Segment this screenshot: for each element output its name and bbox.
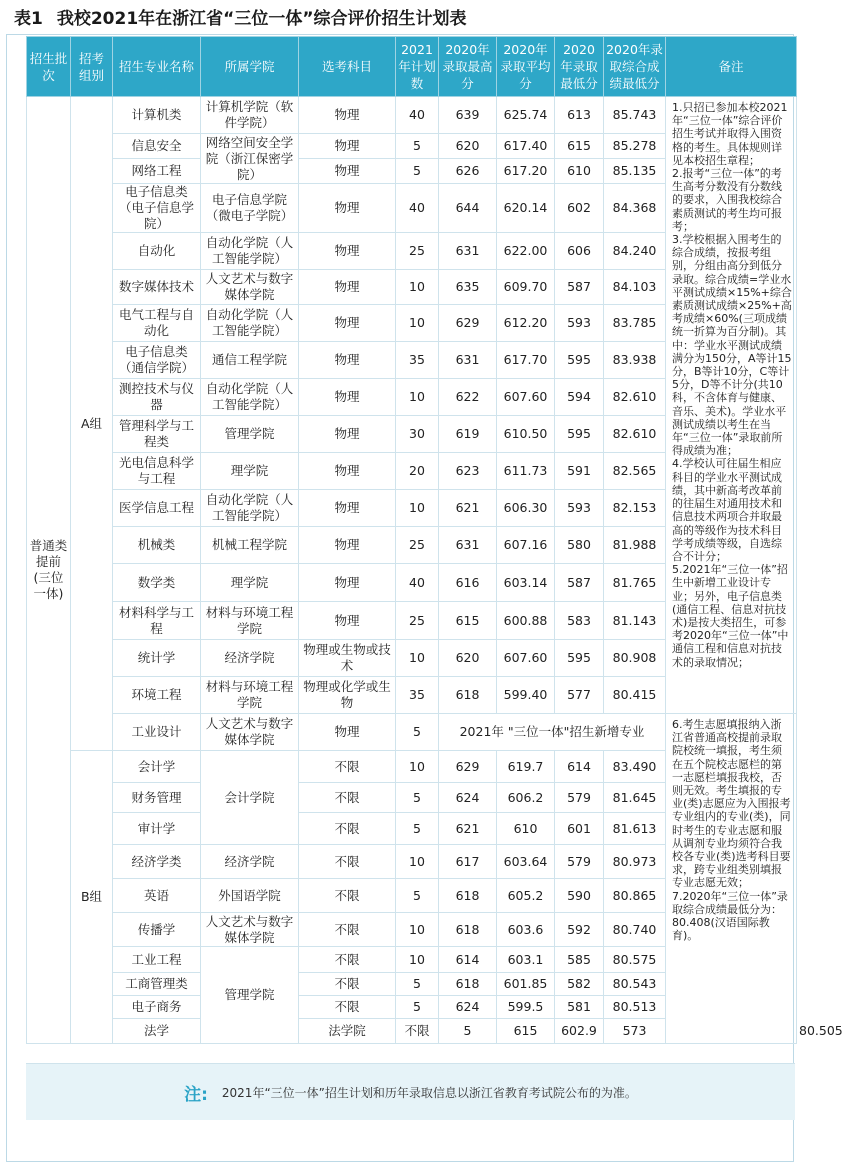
avg-cell: 625.74 <box>497 97 555 134</box>
avg-cell: 600.88 <box>497 602 555 640</box>
subject-cell: 不限 <box>299 913 396 947</box>
min-cell: 615 <box>555 134 604 159</box>
avg-cell: 617.20 <box>497 159 555 184</box>
max-cell: 621 <box>439 490 497 527</box>
max-cell: 616 <box>439 564 497 602</box>
school-cell: 自动化学院（人工智能学院） <box>201 305 299 342</box>
max-cell: 618 <box>439 879 497 913</box>
max-cell: 631 <box>439 233 497 270</box>
min-cell: 582 <box>555 973 604 996</box>
min-cell: 602 <box>555 184 604 233</box>
subject-cell: 物理 <box>299 714 396 751</box>
plan-cell: 5 <box>396 973 439 996</box>
min-cell: 585 <box>555 947 604 973</box>
school-cell: 会计学院 <box>201 751 299 845</box>
subject-cell: 物理 <box>299 379 396 416</box>
major-cell: 工商管理类 <box>113 973 201 996</box>
avg-cell: 599.5 <box>497 996 555 1019</box>
composite-cell: 80.543 <box>604 973 666 996</box>
min-cell: 587 <box>555 270 604 305</box>
major-cell: 经济学类 <box>113 845 201 879</box>
composite-cell: 83.785 <box>604 305 666 342</box>
composite-cell: 80.740 <box>604 913 666 947</box>
max-cell: 639 <box>439 97 497 134</box>
min-cell: 601 <box>555 813 604 845</box>
min-cell: 587 <box>555 564 604 602</box>
subject-cell: 物理或生物或技术 <box>299 640 396 677</box>
min-cell: 613 <box>555 97 604 134</box>
subject-cell: 物理或化学或生物 <box>299 677 396 714</box>
plan-cell: 5 <box>396 783 439 813</box>
school-cell: 人文艺术与数字媒体学院 <box>201 270 299 305</box>
page-title <box>14 4 467 34</box>
composite-cell: 84.103 <box>604 270 666 305</box>
school-cell: 管理学院 <box>201 947 299 1044</box>
plan-cell: 5 <box>396 159 439 184</box>
major-cell: 管理科学与工程类 <box>113 416 201 453</box>
avg-cell: 617.70 <box>497 342 555 379</box>
composite-cell: 82.565 <box>604 453 666 490</box>
subject-cell: 不限 <box>299 783 396 813</box>
plan-cell: 25 <box>396 527 439 564</box>
header-plan: 2021年计划数 <box>396 37 439 97</box>
plan-cell: 5 <box>396 714 439 751</box>
subject-cell: 不限 <box>299 845 396 879</box>
composite-cell: 82.610 <box>604 379 666 416</box>
new-major-note: 2021年 "三位一体"招生新增专业 <box>439 714 666 751</box>
avg-cell: 619.7 <box>497 751 555 783</box>
avg-cell: 603.14 <box>497 564 555 602</box>
school-cell: 理学院 <box>201 564 299 602</box>
notes-cell-continued: 6.考生志愿填报纳入浙江省普通高校提前录取院校统一填报，考生须在五个院校志愿栏的第一志愿栏填报我校，否则无效。考生填报的专业(类)志愿应为入围报考专业组内的专业(类)，同时考生的专业志愿和服从调剂专业均须符合我校各专业(类)选考科目要求，跨专业组类别填报专业志愿无效； 7.2020年“三位一体”录取综合成绩最低分为：80.408(汉语国际教育)。 <box>666 714 797 1044</box>
subject-cell: 物理 <box>299 453 396 490</box>
header-min-score: 2020年录取最低分 <box>555 37 604 97</box>
school-cell: 外国语学院 <box>201 879 299 913</box>
avg-cell: 599.40 <box>497 677 555 714</box>
major-cell: 财务管理 <box>113 783 201 813</box>
table-row: 法学 法学院 不限 5 615 602.9 573 80.505 <box>27 1019 797 1044</box>
subject-cell: 物理 <box>299 134 396 159</box>
major-cell: 统计学 <box>113 640 201 677</box>
school-cell: 机械工程学院 <box>201 527 299 564</box>
subject-cell: 不限 <box>299 813 396 845</box>
group-cell-b: B组 <box>71 751 113 1044</box>
max-cell: 631 <box>439 527 497 564</box>
school-cell: 材料与环境工程学院 <box>201 602 299 640</box>
plan-cell: 10 <box>396 947 439 973</box>
min-cell: 591 <box>555 453 604 490</box>
avg-cell: 606.30 <box>497 490 555 527</box>
header-max-score: 2020年录取最高分 <box>439 37 497 97</box>
max-cell: 620 <box>439 640 497 677</box>
composite-cell: 80.973 <box>604 845 666 879</box>
major-cell: 机械类 <box>113 527 201 564</box>
subject-cell: 物理 <box>299 305 396 342</box>
major-cell: 信息安全 <box>113 134 201 159</box>
table-number: 表1 <box>14 9 43 29</box>
min-cell: 594 <box>555 379 604 416</box>
plan-cell: 10 <box>396 640 439 677</box>
plan-cell: 5 <box>396 813 439 845</box>
max-cell: 618 <box>439 677 497 714</box>
avg-cell: 603.1 <box>497 947 555 973</box>
major-cell: 自动化 <box>113 233 201 270</box>
max-cell: 623 <box>439 453 497 490</box>
plan-cell: 10 <box>396 270 439 305</box>
subject-cell: 物理 <box>299 564 396 602</box>
plan-cell: 20 <box>396 453 439 490</box>
header-avg-score: 2020年录取平均分 <box>497 37 555 97</box>
major-cell: 计算机类 <box>113 97 201 134</box>
min-cell: 579 <box>555 783 604 813</box>
school-cell: 通信工程学院 <box>201 342 299 379</box>
subject-cell: 物理 <box>299 416 396 453</box>
header-composite-score: 2020年录取综合成绩最低分 <box>604 37 666 97</box>
subject-cell: 不限 <box>299 973 396 996</box>
plan-cell: 10 <box>396 751 439 783</box>
avg-cell: 601.85 <box>497 973 555 996</box>
min-cell: 595 <box>555 640 604 677</box>
subject-cell: 物理 <box>299 184 396 233</box>
school-cell: 材料与环境工程学院 <box>201 677 299 714</box>
major-cell: 数学类 <box>113 564 201 602</box>
plan-cell: 25 <box>396 602 439 640</box>
max-cell: 618 <box>439 913 497 947</box>
major-cell: 法学 <box>113 1019 201 1044</box>
subject-cell: 物理 <box>299 97 396 134</box>
composite-cell: 80.415 <box>604 677 666 714</box>
footer-label: 注: <box>184 1084 208 1105</box>
max-cell: 618 <box>439 973 497 996</box>
avg-cell: 606.2 <box>497 783 555 813</box>
school-cell: 管理学院 <box>201 416 299 453</box>
subject-cell: 物理 <box>299 342 396 379</box>
min-cell: 581 <box>555 996 604 1019</box>
min-cell: 583 <box>555 602 604 640</box>
school-cell: 自动化学院（人工智能学院） <box>201 490 299 527</box>
composite-cell: 84.368 <box>604 184 666 233</box>
subject-cell: 物理 <box>299 602 396 640</box>
composite-cell: 84.240 <box>604 233 666 270</box>
composite-cell: 80.575 <box>604 947 666 973</box>
min-cell: 593 <box>555 490 604 527</box>
plan-cell: 40 <box>396 184 439 233</box>
major-cell: 光电信息科学与工程 <box>113 453 201 490</box>
max-cell: 619 <box>439 416 497 453</box>
composite-cell: 81.988 <box>604 527 666 564</box>
max-cell: 621 <box>439 813 497 845</box>
school-cell: 自动化学院（人工智能学院） <box>201 379 299 416</box>
subject-cell: 不限 <box>299 996 396 1019</box>
major-cell: 电子信息类（通信学院） <box>113 342 201 379</box>
min-cell: 580 <box>555 527 604 564</box>
avg-cell: 622.00 <box>497 233 555 270</box>
school-cell: 计算机学院（软件学院） <box>201 97 299 134</box>
min-cell: 577 <box>555 677 604 714</box>
major-cell: 电气工程与自动化 <box>113 305 201 342</box>
composite-cell: 85.278 <box>604 134 666 159</box>
header-major: 招生专业名称 <box>113 37 201 97</box>
header-subject: 选考科目 <box>299 37 396 97</box>
composite-cell: 82.153 <box>604 490 666 527</box>
plan-cell: 40 <box>396 564 439 602</box>
avg-cell: 602.9 <box>555 1019 604 1044</box>
major-cell: 测控技术与仪器 <box>113 379 201 416</box>
min-cell: 610 <box>555 159 604 184</box>
subject-cell: 物理 <box>299 527 396 564</box>
major-cell: 数字媒体技术 <box>113 270 201 305</box>
avg-cell: 611.73 <box>497 453 555 490</box>
school-cell: 经济学院 <box>201 845 299 879</box>
plan-cell: 5 <box>396 879 439 913</box>
plan-cell: 5 <box>396 134 439 159</box>
plan-cell: 10 <box>396 913 439 947</box>
header-school: 所属学院 <box>201 37 299 97</box>
max-cell: 626 <box>439 159 497 184</box>
max-cell: 624 <box>439 996 497 1019</box>
school-cell: 人文艺术与数字媒体学院 <box>201 913 299 947</box>
notes-cell: 1.只招已参加本校2021年“三位一体”综合评价招生考试并取得入围资格的考生。具体规则详见本校招生章程； 2.报考“三位一体”的考生高考分数没有分数线的要求，入围我校综合素质测试的考生均可报考； 3.学校根据入围考生的综合成绩，按报考组别，分组由高分到低分录取。综合成绩=学业水平测试成绩×15%+综合素质测试成绩×25%+高考成绩×60%(三项成绩统一折算为百分制)。其中：学业水平测试成绩满分为150分，A等计15分，B等计10分，C等计5分，D等不计分(共10科，不含体育与健康、音乐、美术)。学业水平测试成绩以考生在当年“三位一体”录取前所得成绩为准； 4.学校认可往届生相应科目的学业水平测试成绩，其中新高考改革前的往届生对通用技术和信息技术两项合并取最高的等级作为技术科目学考成绩等级，自选综合不计分； 5.2021年“三位一体”招生中新增工业设计专业；另外，电子信息类(通信工程、信息对抗技术)是按大类招生，可参考2020年“三位一体”中通信工程和信息对抗技术的录取情况； <box>666 97 797 714</box>
school-cell: 理学院 <box>201 453 299 490</box>
avg-cell: 607.60 <box>497 640 555 677</box>
avg-cell: 607.16 <box>497 527 555 564</box>
min-cell: 593 <box>555 305 604 342</box>
composite-cell: 85.743 <box>604 97 666 134</box>
major-cell: 审计学 <box>113 813 201 845</box>
plan-cell: 10 <box>396 845 439 879</box>
major-cell: 传播学 <box>113 913 201 947</box>
composite-cell: 81.613 <box>604 813 666 845</box>
major-cell: 电子信息类（电子信息学院） <box>113 184 201 233</box>
plan-cell: 35 <box>396 677 439 714</box>
major-cell: 材料科学与工程 <box>113 602 201 640</box>
composite-cell: 80.865 <box>604 879 666 913</box>
avg-cell: 610.50 <box>497 416 555 453</box>
max-cell: 629 <box>439 305 497 342</box>
min-cell: 590 <box>555 879 604 913</box>
avg-cell: 603.6 <box>497 913 555 947</box>
min-cell: 579 <box>555 845 604 879</box>
min-cell: 595 <box>555 342 604 379</box>
header-group: 招考组别 <box>71 37 113 97</box>
max-cell: 635 <box>439 270 497 305</box>
school-cell: 网络空间安全学院（浙江保密学院） <box>201 134 299 184</box>
plan-cell: 5 <box>439 1019 497 1044</box>
subject-cell: 物理 <box>299 490 396 527</box>
min-cell: 595 <box>555 416 604 453</box>
max-cell: 617 <box>439 845 497 879</box>
composite-cell: 83.938 <box>604 342 666 379</box>
table-title: 我校2021年在浙江省“三位一体”综合评价招生计划表 <box>56 9 467 29</box>
max-cell: 614 <box>439 947 497 973</box>
plan-cell: 25 <box>396 233 439 270</box>
group-cell-a: A组 <box>71 97 113 751</box>
composite-cell: 85.135 <box>604 159 666 184</box>
max-cell: 644 <box>439 184 497 233</box>
table-row <box>27 97 797 134</box>
subject-cell: 不限 <box>299 751 396 783</box>
subject-cell: 物理 <box>299 233 396 270</box>
max-cell: 615 <box>439 602 497 640</box>
min-cell: 573 <box>604 1019 666 1044</box>
major-cell: 工业工程 <box>113 947 201 973</box>
avg-cell: 607.60 <box>497 379 555 416</box>
composite-cell: 80.513 <box>604 996 666 1019</box>
composite-cell: 83.490 <box>604 751 666 783</box>
major-cell: 工业设计 <box>113 714 201 751</box>
avg-cell: 609.70 <box>497 270 555 305</box>
plan-cell: 10 <box>396 379 439 416</box>
major-cell: 医学信息工程 <box>113 490 201 527</box>
plan-cell: 30 <box>396 416 439 453</box>
school-cell: 人文艺术与数字媒体学院 <box>201 714 299 751</box>
avg-cell: 605.2 <box>497 879 555 913</box>
max-cell: 631 <box>439 342 497 379</box>
school-cell: 法学院 <box>299 1019 396 1044</box>
max-cell: 624 <box>439 783 497 813</box>
school-cell: 自动化学院（人工智能学院） <box>201 233 299 270</box>
composite-cell: 81.645 <box>604 783 666 813</box>
major-cell: 英语 <box>113 879 201 913</box>
school-cell: 电子信息学院（微电子学院） <box>201 184 299 233</box>
header-batch: 招生批次 <box>27 37 71 97</box>
composite-cell: 81.143 <box>604 602 666 640</box>
composite-cell: 80.908 <box>604 640 666 677</box>
avg-cell: 610 <box>497 813 555 845</box>
plan-cell: 40 <box>396 97 439 134</box>
avg-cell: 620.14 <box>497 184 555 233</box>
subject-cell: 不限 <box>396 1019 439 1044</box>
composite-cell: 82.610 <box>604 416 666 453</box>
major-cell: 网络工程 <box>113 159 201 184</box>
school-cell: 经济学院 <box>201 640 299 677</box>
plan-cell: 5 <box>396 996 439 1019</box>
min-cell: 606 <box>555 233 604 270</box>
header-row <box>27 37 797 97</box>
avg-cell: 612.20 <box>497 305 555 342</box>
avg-cell: 617.40 <box>497 134 555 159</box>
subject-cell: 物理 <box>299 159 396 184</box>
footer-text: 2021年“三位一体”招生计划和历年录取信息以浙江省教育考试院公布的为准。 <box>221 1085 637 1100</box>
max-cell: 615 <box>497 1019 555 1044</box>
max-cell: 629 <box>439 751 497 783</box>
max-cell: 622 <box>439 379 497 416</box>
min-cell: 592 <box>555 913 604 947</box>
footer-note <box>26 1063 795 1120</box>
plan-cell: 35 <box>396 342 439 379</box>
plan-cell: 10 <box>396 305 439 342</box>
major-cell: 会计学 <box>113 751 201 783</box>
batch-cell: 普通类提前(三位一体) <box>27 97 71 1044</box>
min-cell: 614 <box>555 751 604 783</box>
avg-cell: 603.64 <box>497 845 555 879</box>
subject-cell: 不限 <box>299 879 396 913</box>
subject-cell: 物理 <box>299 270 396 305</box>
header-note: 备注 <box>666 37 797 97</box>
composite-cell: 81.765 <box>604 564 666 602</box>
table-row <box>27 714 797 751</box>
major-cell: 电子商务 <box>113 996 201 1019</box>
major-cell: 环境工程 <box>113 677 201 714</box>
plan-cell: 10 <box>396 490 439 527</box>
subject-cell: 不限 <box>299 947 396 973</box>
admission-plan-table <box>26 36 843 1044</box>
max-cell: 620 <box>439 134 497 159</box>
